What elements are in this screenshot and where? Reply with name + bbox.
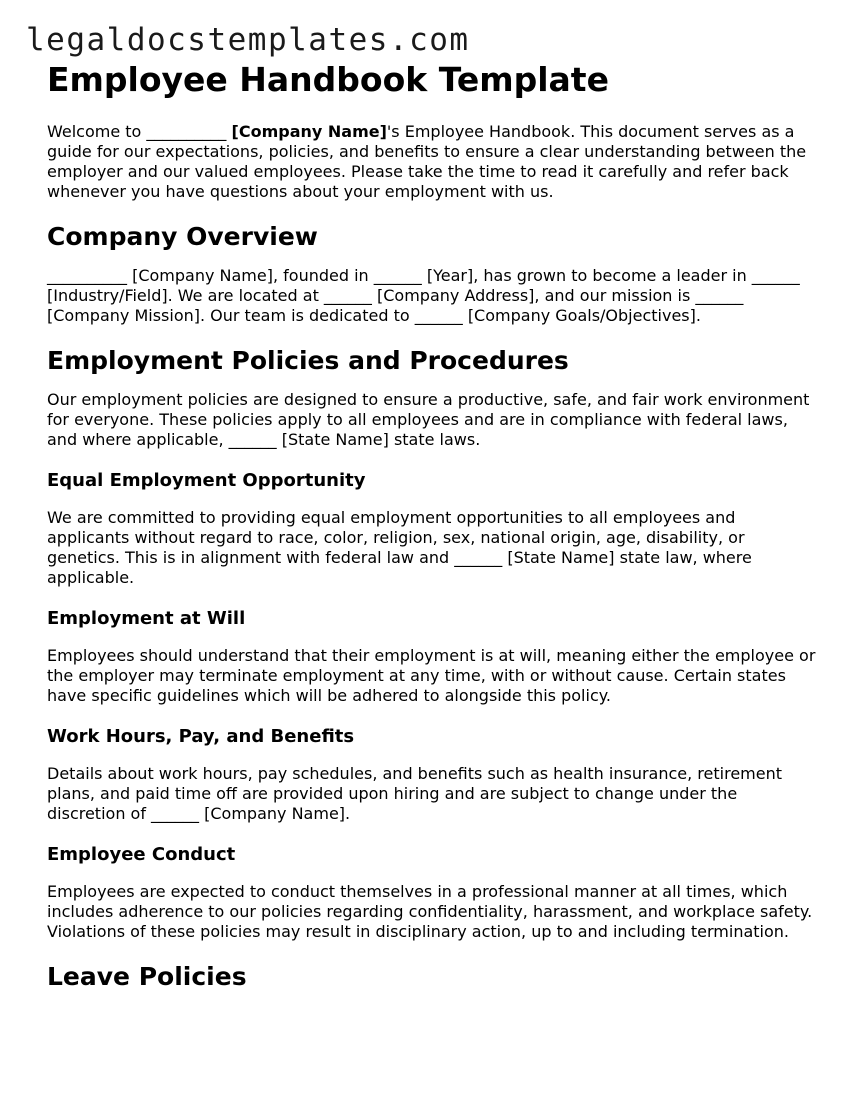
work-hours-heading: Work Hours, Pay, and Benefits <box>47 726 355 747</box>
document-title: Employee Handbook Template <box>47 60 609 99</box>
eeo-text: We are committed to providing equal employment opportunities to all employees and applicants without regard to race, color, religion, sex, national origin, age, disability, or genetics. This is in alignment with federal law and ______ [State Name] state law, where applicable. <box>47 508 752 587</box>
employee-conduct-text: Employees are expected to conduct themselves in a professional manner at all times, which includes adherence to our policies regarding confidentiality, harassment, and workplace safety. Violations of these policies may result in disciplinary action, up to and including termination. <box>47 882 813 941</box>
site-watermark: legaldocstemplates.com <box>26 22 470 58</box>
employment-policies-heading: Employment Policies and Procedures <box>47 346 569 375</box>
employment-policies-text: Our employment policies are designed to ensure a productive, safe, and fair work environment for everyone. These policies apply to all employees and are in compliance with federal laws, and where applicable, ______ [State Name] state laws. <box>47 390 810 449</box>
eeo-heading: Equal Employment Opportunity <box>47 470 366 491</box>
intro-company-placeholder: [Company Name] <box>231 122 387 141</box>
company-overview-text: __________ [Company Name], founded in ______ [Year], has grown to become a leader in ______ [Industry/Field]. We are located at ______ [Company Address], and our mission is ______ [Company Mission]. Our team is dedicated to ______ [Company Goals/Objectives]. <box>47 266 800 325</box>
leave-policies-heading: Leave Policies <box>47 962 247 991</box>
intro-suffix: 's Employee Handbook. This document serves as a guide for our expectations, policies, and benefits to ensure a clear understanding between the employer and our valued employees. Please take the time to read it carefully and refer back whenever you have questions about your employment with us. <box>47 122 807 201</box>
intro-paragraph <box>47 122 817 202</box>
employee-conduct-heading: Employee Conduct <box>47 844 236 865</box>
intro-prefix: Welcome to __________ <box>47 122 232 141</box>
document-body <box>47 60 817 1006</box>
at-will-heading: Employment at Will <box>47 608 246 629</box>
company-overview-heading: Company Overview <box>47 222 318 251</box>
work-hours-text: Details about work hours, pay schedules, and benefits such as health insurance, retirement plans, and paid time off are provided upon hiring and are subject to change under the discretion of ______ [Company Name]. <box>47 764 782 823</box>
at-will-text: Employees should understand that their employment is at will, meaning either the employee or the employer may terminate employment at any time, with or without cause. Certain states have specific guidelines which will be adhered to alongside this policy. <box>47 646 816 705</box>
